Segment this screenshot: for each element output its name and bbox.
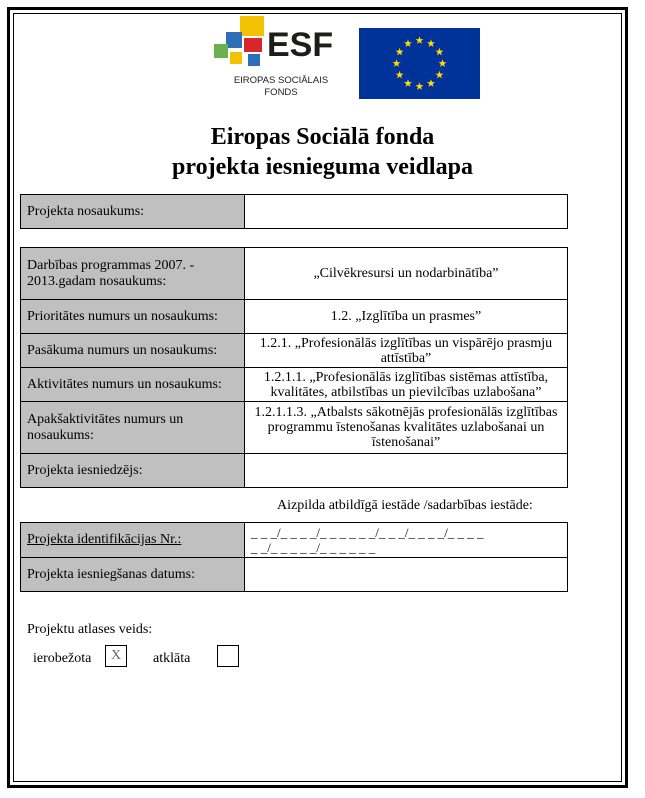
priority-label: Prioritātes numurs un nosaukums: bbox=[21, 300, 245, 334]
program-row bbox=[21, 248, 568, 300]
esf-logo-blue-square bbox=[226, 32, 242, 48]
activity-label: Aktivitātes numurs un nosaukums: bbox=[21, 368, 245, 402]
esf-subtitle bbox=[208, 75, 354, 99]
project-name-label: Projekta nosaukums: bbox=[21, 195, 245, 229]
restricted-option-label: ierobežota bbox=[33, 651, 92, 666]
project-name-field[interactable] bbox=[245, 195, 568, 229]
esf-logo-yellow-small bbox=[230, 52, 242, 64]
project-name-row bbox=[21, 195, 568, 229]
esf-subtitle-line1: EIROPAS SOCIĀLAIS bbox=[233, 75, 329, 86]
applicant-row bbox=[21, 454, 568, 488]
submission-date-label: Projekta iesniegšanas datums: bbox=[21, 558, 245, 592]
restricted-checkbox[interactable]: X bbox=[105, 645, 127, 667]
page-title-line1: Eiropas Sociālā fonda bbox=[210, 124, 435, 150]
open-checkbox[interactable] bbox=[217, 645, 239, 667]
selection-type-label: Projektu atlases veids: bbox=[27, 622, 153, 637]
applicant-field[interactable] bbox=[245, 454, 568, 488]
measure-label: Pasākuma numurs un nosaukums: bbox=[21, 334, 245, 368]
esf-logo-yellow-square bbox=[240, 16, 264, 36]
identification-label-text: Projekta identifikācijas Nr.: bbox=[27, 532, 182, 547]
program-label: Darbības programmas 2007. - 2013.gadam nosaukums: bbox=[21, 248, 245, 300]
esf-logo-red-square bbox=[244, 38, 262, 52]
measure-value: 1.2.1. „Profesionālās izglītības un vispārējo prasmju attīstība” bbox=[245, 334, 568, 368]
esf-mark: ESF bbox=[267, 26, 334, 64]
esf-logo-green-square bbox=[214, 44, 228, 58]
project-name-table bbox=[20, 194, 568, 229]
open-option-label: atklāta bbox=[153, 651, 191, 666]
priority-row bbox=[21, 300, 568, 334]
activity-value: 1.2.1.1. „Profesionālās izglītības sistēmas attīstība, kvalitātes, atbilstības un pievilcības uzlabošana” bbox=[245, 368, 568, 402]
eu-flag-icon bbox=[359, 28, 480, 99]
esf-subtitle-line2: FONDS bbox=[264, 87, 298, 98]
esf-logo-blue-small bbox=[248, 54, 260, 66]
identification-label bbox=[21, 523, 245, 558]
subactivity-label: Apakšaktivitātes numurs un nosaukums: bbox=[21, 402, 245, 454]
program-value: „Cilvēkresursi un nodarbinātība” bbox=[245, 248, 568, 300]
identification-row bbox=[21, 523, 568, 558]
identification-number-field[interactable]: _ _ _/_ _ _ _/_ _ _ _ _ _/_ _ _/_ _ _ _/_ _ _ _ _ _/_ _ _ _ _/_ _ _ _ _ _ bbox=[245, 523, 568, 558]
program-info-table bbox=[20, 247, 568, 488]
applicant-label: Projekta iesniedzējs: bbox=[21, 454, 245, 488]
subactivity-value: 1.2.1.1.3. „Atbalsts sākotnējās profesionālās izglītības programmu īstenošanas kvalitātes uzlabošanai un īstenošanai” bbox=[245, 402, 568, 454]
page-title-line2: projekta iesnieguma veidlapa bbox=[172, 154, 473, 180]
submission-date-field[interactable] bbox=[245, 558, 568, 592]
measure-row bbox=[21, 334, 568, 368]
identification-table bbox=[20, 522, 568, 592]
priority-value: 1.2. „Izglītība un prasmes” bbox=[245, 300, 568, 334]
activity-row bbox=[21, 368, 568, 402]
subactivity-row bbox=[21, 402, 568, 454]
fill-note: Aizpilda atbildīgā iestāde /sadarbības iestāde: bbox=[277, 498, 533, 513]
submission-date-row bbox=[21, 558, 568, 592]
